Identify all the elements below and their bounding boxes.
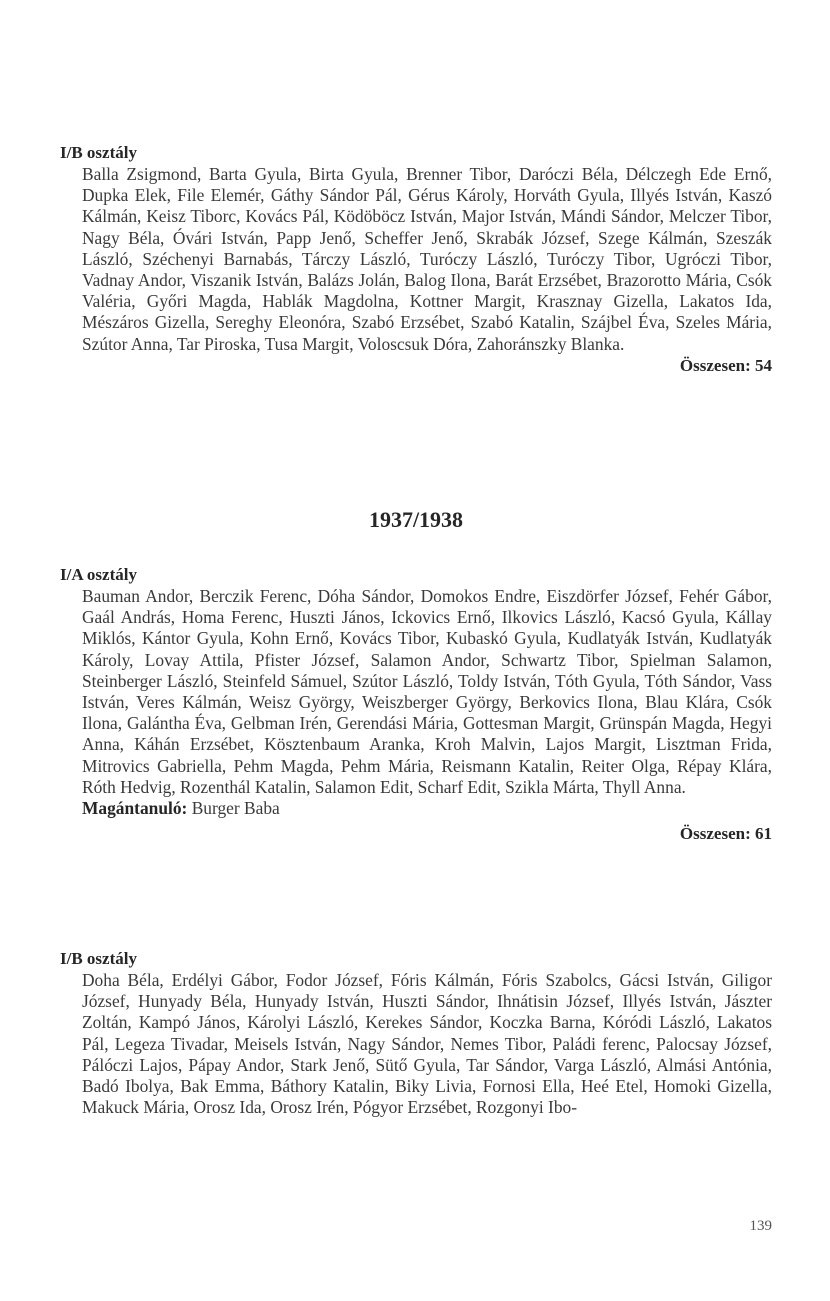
section-total: Összesen: 54 — [679, 355, 772, 375]
private-student-label: Magántanuló: — [82, 798, 188, 819]
section-title: I/B osztály — [60, 949, 137, 968]
student-list: Balla Zsigmond, Barta Gyula, Birta Gyula, Brenner Tibor, Daróczi Béla, Délczegh Ede Ernő, Dupka Elek, File Elemér, Gáthy Sándor Pál, Gérus Károly, Horváth Gyula, Illyés István, Kaszó Kálmán, Keisz Tiborc, Kovács Pál, Ködöböcz István, Major István, Mándi Sándor, Melczer Tibor, Nagy Béla, Óvári István, Papp Jenő, Scheffer Jenő, Skrabák József, Szege Kálmán, Szeszák László, Széchenyi Barnabás, Tárczy László, Turóczy László, Turóczy Tibor, Ugróczi Tibor, Vadnay Andor, Viszanik István, Balázs Jolán, Balog Ilona, Barát Erzsébet, Brazorotto Mária, Csók Valéria, Győri Magda, Hablák Magdolna, Kottner Margit, Krasznay Gizella, Lakatos Ida, Mészáros Gizella, Sereghy Eleonóra, Szabó Erzsébet, Szabó Katalin, Szájbel Éva, Szeles Mária, Szútor Anna, Tar Piroska, Tusa Margit, Voloscsuk Dóra, Zahoránszky Blanka. — [82, 164, 772, 354]
section-title: I/B osztály — [60, 143, 137, 162]
document-page — [60, 0, 772, 1301]
student-list: Bauman Andor, Berczik Ferenc, Dóha Sándor, Domokos Endre, Eiszdörfer József, Fehér Gábor, Gaál András, Homa Ferenc, Huszti János, Ickovics Ernő, Ilkovics László, Kacsó Gyula, Kállay Miklós, Kántor Gyula, Kohn Ernő, Kovács Tibor, Kubaskó Gyula, Kudlatyák István, Kudlatyák Károly, Lovay Attila, Pfister József, Salamon Andor, Schwartz Tibor, Spielman Salamon, Steinberger László, Steinfeld Sámuel, Szútor László, Toldy István, Tóth Gyula, Tóth Sándor, Vass István, Veres Kálmán, Weisz György, Weiszberger György, Berkovics Ilona, Blau Klára, Csók Ilona, Galántha Éva, Gelbman Irén, Gerendási Mária, Gottesman Margit, Grünspán Magda, Hegyi Anna, Káhán Erzsébet, Kösztenbaum Aranka, Kroh Malvin, Lajos Margit, Lisztman Frida, Mitrovics Gabriella, Pehm Magda, Pehm Mária, Reismann Katalin, Reiter Olga, Répay Klára, Róth Hedvig, Rozenthál Katalin, Salamon Edit, Scharf Edit, Szikla Márta, Thyll Anna. — [82, 586, 772, 797]
student-list: Doha Béla, Erdélyi Gábor, Fodor József, Fóris Kálmán, Fóris Szabolcs, Gácsi István, Giligor József, Hunyady Béla, Hunyady István, Huszti Sándor, Ihnátisin József, Illyés István, Jászter Zoltán, Kampó János, Károlyi László, Kerekes Sándor, Koczka Barna, Kóródi László, Lakatos Pál, Legeza Tivadar, Meisels István, Nagy Sándor, Nemes Tibor, Paládi ferenc, Palocsay József, Pálóczi Lajos, Pápay Andor, Stark Jenő, Sütő Gyula, Tar Sándor, Varga László, Almási Antónia, Badó Ibolya, Bak Emma, Báthory Katalin, Biky Livia, Fornosi Ella, Heé Etel, Homoki Gizella, Makuck Mária, Orosz Ida, Orosz Irén, Pógyor Erzsébet, Rozgonyi Ibo- — [82, 970, 772, 1118]
class-section-2 — [60, 564, 772, 845]
class-section-3 — [60, 948, 772, 1118]
school-year-heading: 1937/1938 — [368, 507, 464, 532]
section-title: I/A osztály — [60, 565, 137, 584]
school-year-heading-block — [60, 507, 772, 533]
private-student-row — [60, 798, 772, 819]
class-section-1 — [60, 142, 772, 377]
section-total: Összesen: 61 — [679, 824, 772, 844]
private-student-name: Burger Baba — [191, 798, 280, 819]
page-number: 139 — [749, 1218, 772, 1234]
